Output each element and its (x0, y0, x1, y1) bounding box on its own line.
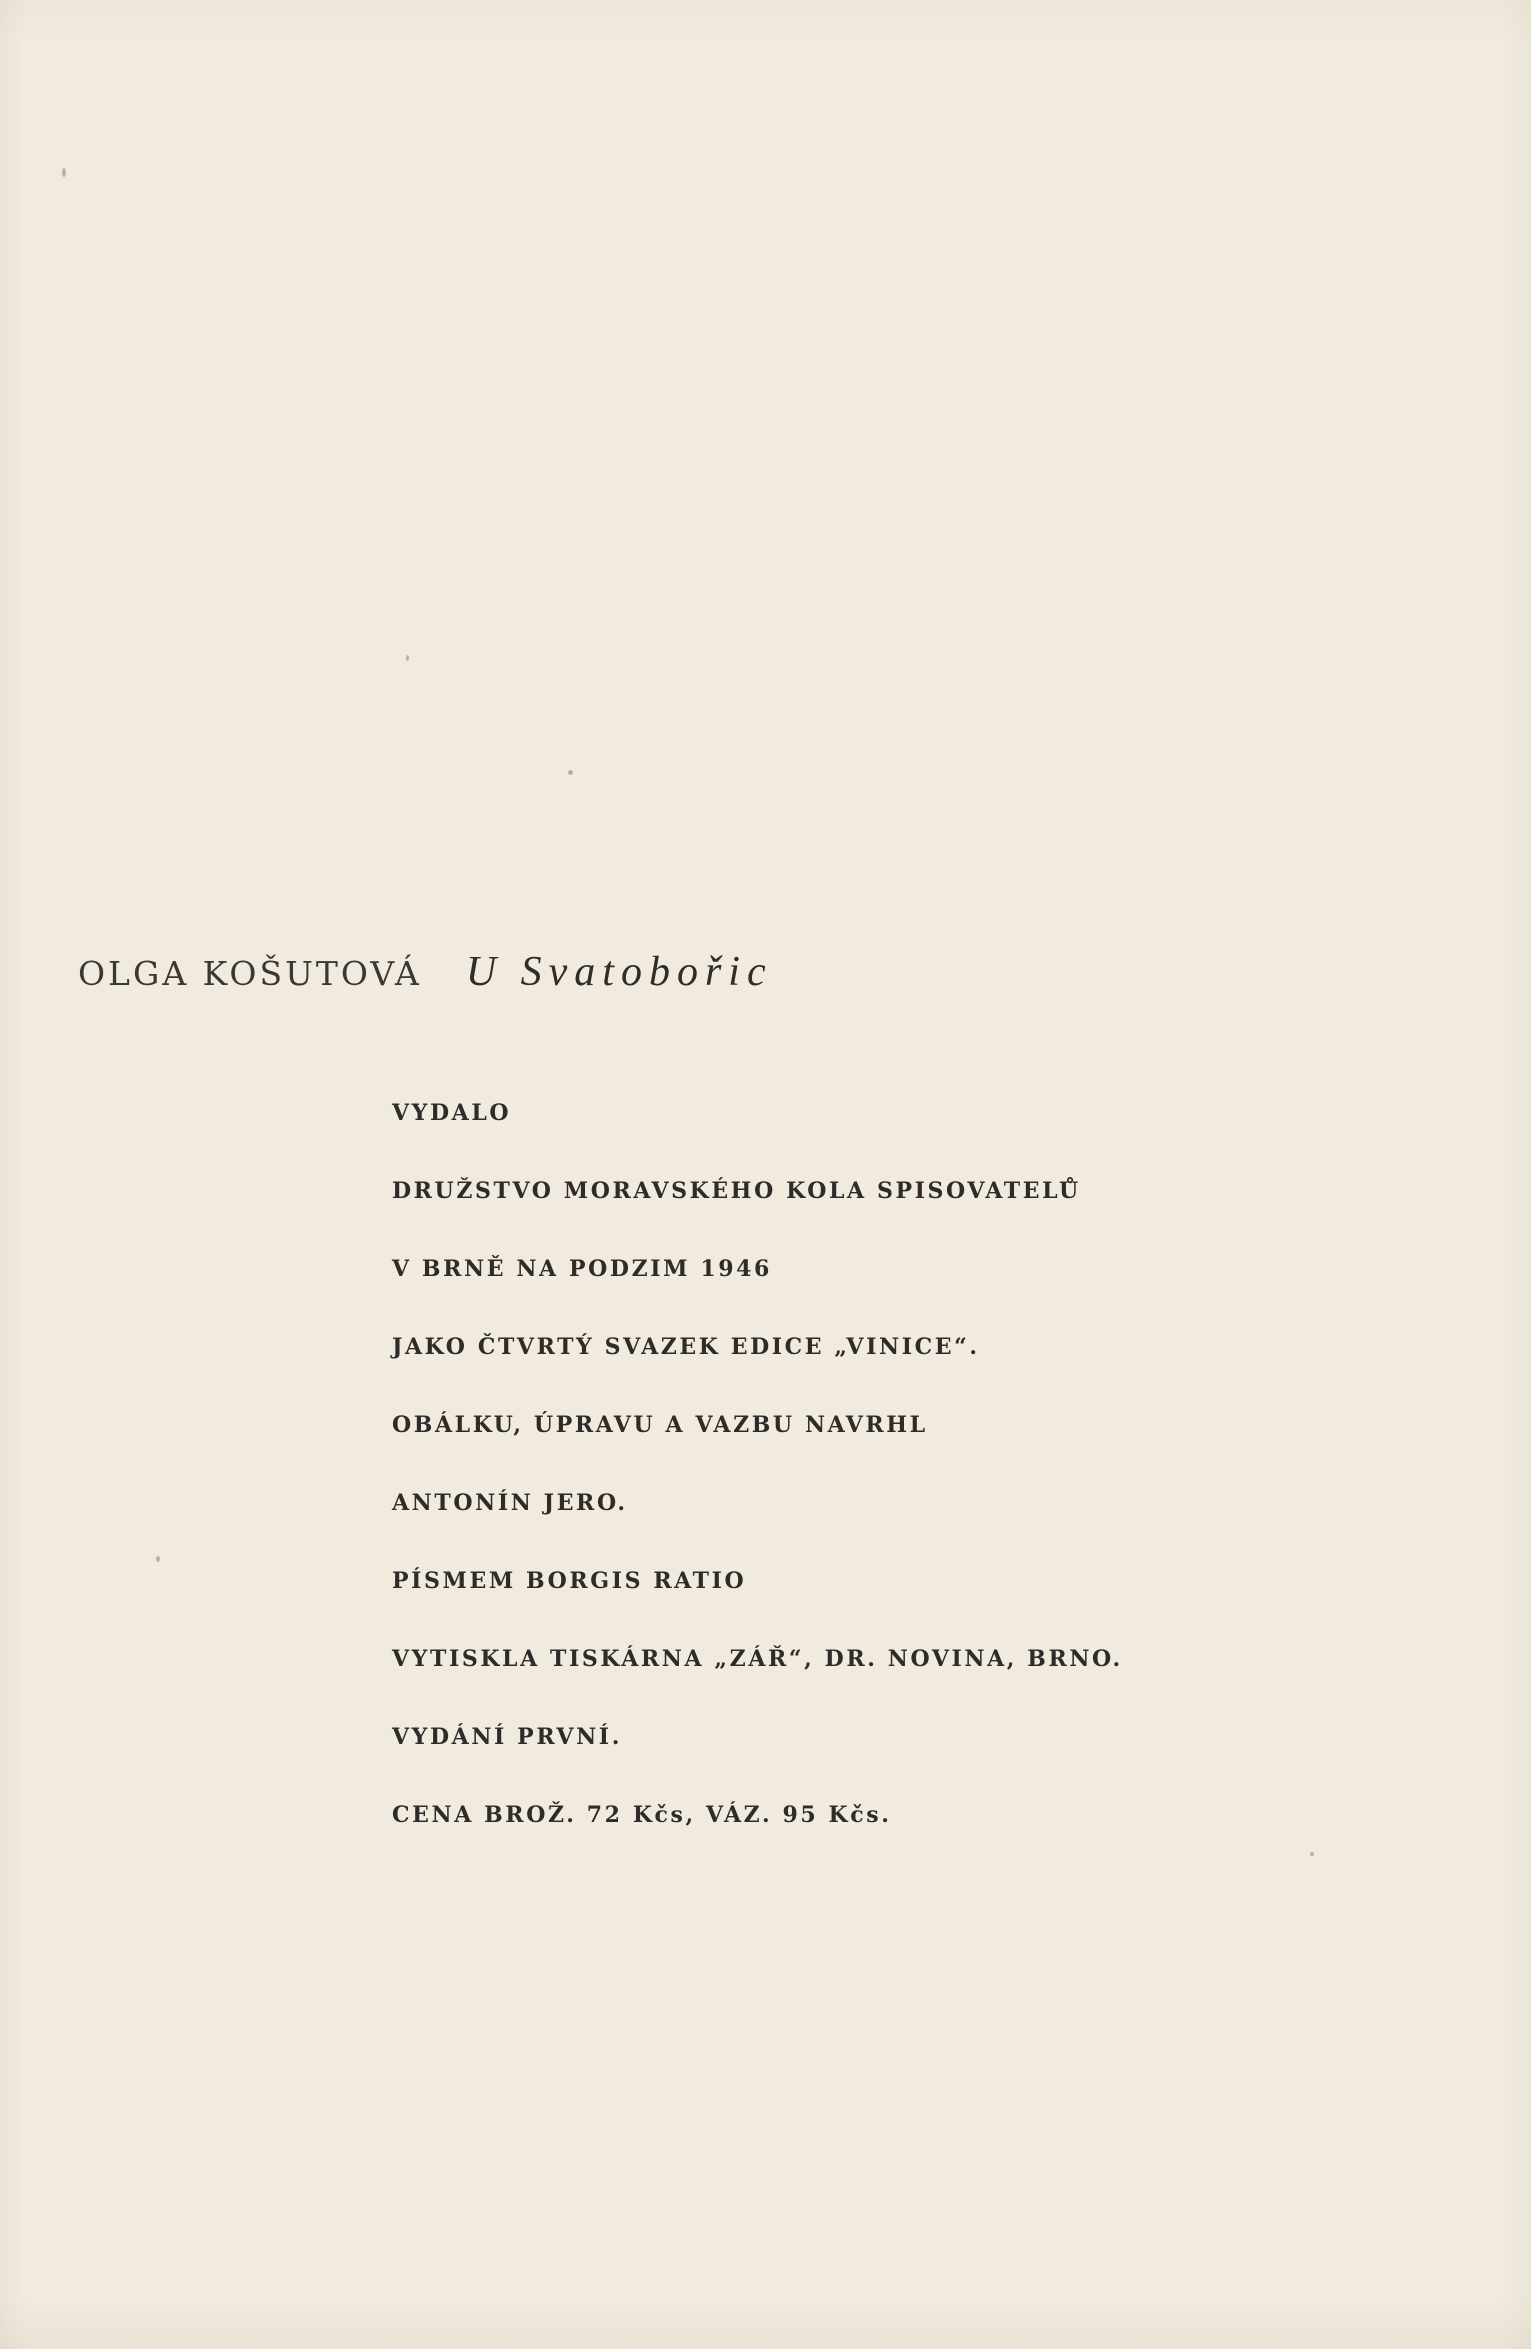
colophon-line: DRUŽSTVO MORAVSKÉHO KOLA SPISOVATELŮ (392, 1178, 1081, 1204)
colophon-line: CENA BROŽ. 72 Kčs, VÁZ. 95 Kčs. (392, 1802, 892, 1828)
colophon-line: OBÁLKU, ÚPRAVU A VAZBU NAVRHL (392, 1412, 928, 1438)
paper-speck (156, 1556, 160, 1562)
paper-speck (62, 168, 66, 177)
colophon-line: V BRNĚ NA PODZIM 1946 (392, 1256, 772, 1282)
paper-speck (406, 655, 409, 661)
title-line (78, 948, 773, 996)
colophon-line: PÍSMEM BORGIS RATIO (392, 1568, 747, 1594)
colophon-line: JAKO ČTVRTÝ SVAZEK EDICE „VINICE“. (392, 1334, 980, 1360)
paper-speck (1310, 1852, 1314, 1856)
colophon-line: VYTISKLA TISKÁRNA „ZÁŘ“, DR. NOVINA, BRNO. (392, 1646, 1123, 1672)
book-title: U Svatobořic (465, 949, 773, 995)
author-name: OLGA KOŠUTOVÁ (78, 954, 422, 993)
colophon-line: VYDALO (392, 1100, 512, 1126)
paper-speck (568, 770, 573, 775)
colophon-line: ANTONÍN JERO. (392, 1490, 628, 1516)
colophon-line: VYDÁNÍ PRVNÍ. (392, 1724, 622, 1750)
colophon (392, 1100, 1123, 1880)
